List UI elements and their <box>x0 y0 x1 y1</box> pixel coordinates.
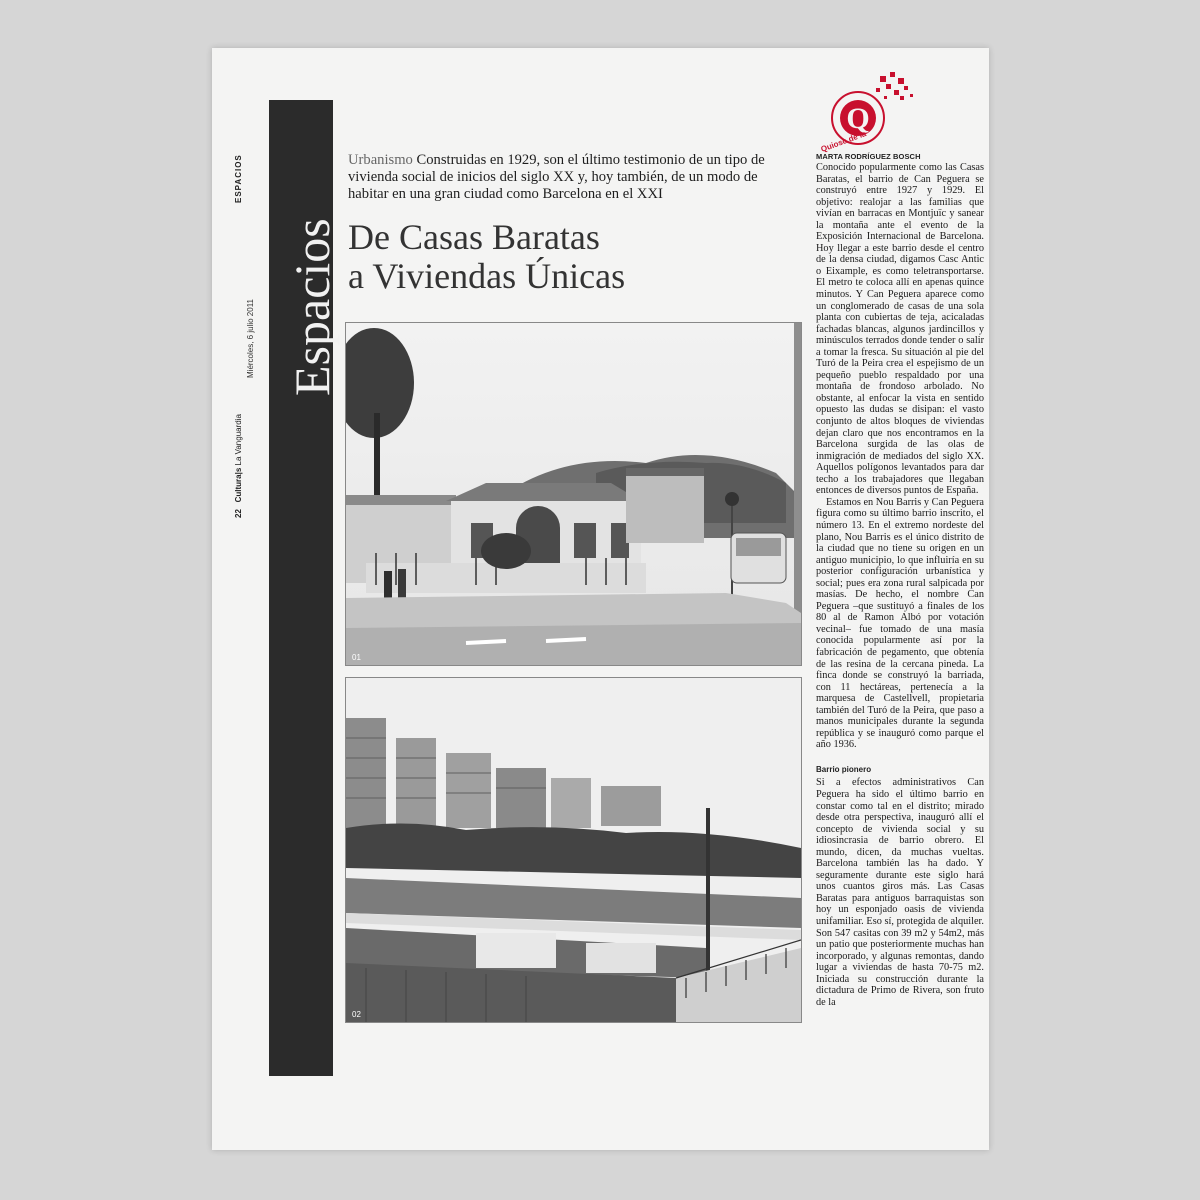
article-body <box>816 162 984 1008</box>
article-paragraph: Si a efectos administrativos Can Peguera ha sido el último barrio en constar como tal en el distrito; mirado desde otra perspectiva, inauguró allí el concepto de vivienda social y su idiosincrasia de barrio obrero. El mundo, dicen, da muchas vueltas. Barcelona también las ha dado. Y seguramente durante este siglo hará unos cuantos giros más. Las Casas Baratas para antiguos barraquistas son hoy un esponjado oasis de vivienda unifamiliar. Eso sí, protegida de alquiler. Son 547 casitas con 39 m2 y 54m2, más un patio que posteriormente muchas han incorporado, y algunas remontas, dando lugar a viviendas de hasta 70-75 m2. Iniciada su construcción durante la dictadura de Primo de Rivera, son fruto de la <box>816 777 984 1008</box>
supplement-name: Cultura|s <box>234 467 243 503</box>
photo-number: 02 <box>352 1010 361 1019</box>
running-head-folio <box>234 414 243 518</box>
logo-letter: Q <box>846 102 870 135</box>
kicker-label: Urbanismo <box>348 152 413 168</box>
photo-street-houses-image <box>346 323 801 665</box>
headline-line-2: a Viviendas Únicas <box>348 256 626 296</box>
article-paragraph: Estamos en Nou Barris y Can Peguera figura como su último barrio inscrito, el número 13. En el extremo nordeste del plano, Nou Barris es el único distrito de la ciudad que no tiene su origen en un antiguo municipio, lo que influiría en su posterior configuración urbanística y social; pues era zona rural salpicada por masías. De hecho, el nombre Can Peguera –que sustituyó a finales de los 80 al de Ramon Albó por votación vecinal– fue tomado de una masía conocida popularmente así por la fabricación de pegamento, que obtenía de las resina de la cercana pineda. La finca donde se construyó la barriada, con 11 hectáreas, pertenecía a la marquesa de Castellvell, propietaria también del Turó de la Peira, que paso a manos municipales durante la segunda república y se inauguró como parque el año 1936. <box>816 496 984 751</box>
section-band-title: Espacios <box>284 218 340 396</box>
photo-number: 01 <box>352 653 361 662</box>
page-number: 22 <box>234 509 243 518</box>
article-subhead: Barrio pionero <box>816 764 872 774</box>
section-band <box>269 100 340 1076</box>
running-head <box>234 48 255 1150</box>
byline: MARTA RODRÍGUEZ BOSCH <box>816 152 921 161</box>
kicker <box>348 152 778 203</box>
logo-text: Quiosc de la <box>819 129 868 154</box>
kicker-text: Construidas en 1929, son el último testimonio de un tipo de vivienda social de inicios del siglo XX y, hoy también, de un modo de habitar en una gran ciudad como Barcelona en el XXI <box>348 152 765 202</box>
photo-rooftops <box>345 677 802 1023</box>
paper-name: La Vanguardia <box>234 414 243 466</box>
photo-rooftops-image <box>346 678 801 1022</box>
running-head-date: Miércoles, 6 julio 2011 <box>246 298 255 378</box>
article-paragraph: Conocido popularmente como las Casas Baratas, el barrio de Can Peguera se construyó entre 1927 y 1929. El objetivo: realojar a las familias que vivían en barracas en Montjuïc y sanear la montaña ante el evento de la Exposición Internacional de Barcelona. Hoy llegar a este barrio desde el centro de la densa ciudad, digamos Casc Antic o Eixample, es como teletransportarse. El metro te coloca allí en apenas quince minutos. Y Can Peguera aparece como un conglomerado de casas de una sola planta con cubiertas de teja, acicaladas fachadas blancas, algunos jardincillos y minúsculos terrados donde tender o salir a tomar la fresca. Su situación al pie del Turó de la Peira crea el espejismo de un pequeño pueblo respaldado por una montaña de frondoso arbolado. No obstante, al enfocar la vista en sentido opuesto las dudas se disipan: el vasto conjunto de altos bloques de viviendas dejan claro que nos encontramos en la Barcelona surgida de las olas de inmigración de mediados del siglo XX. Aquellos polígonos levantados para dar techo a los trabajadores que llegaban entonces de diversos puntos de España. <box>816 162 984 497</box>
running-head-section: ESPACIOS <box>234 154 243 203</box>
photo-street-houses <box>345 322 802 666</box>
quiosc-logo <box>810 70 920 158</box>
newspaper-page <box>212 48 989 1150</box>
headline <box>348 218 808 296</box>
headline-line-1: De Casas Baratas <box>348 217 600 257</box>
